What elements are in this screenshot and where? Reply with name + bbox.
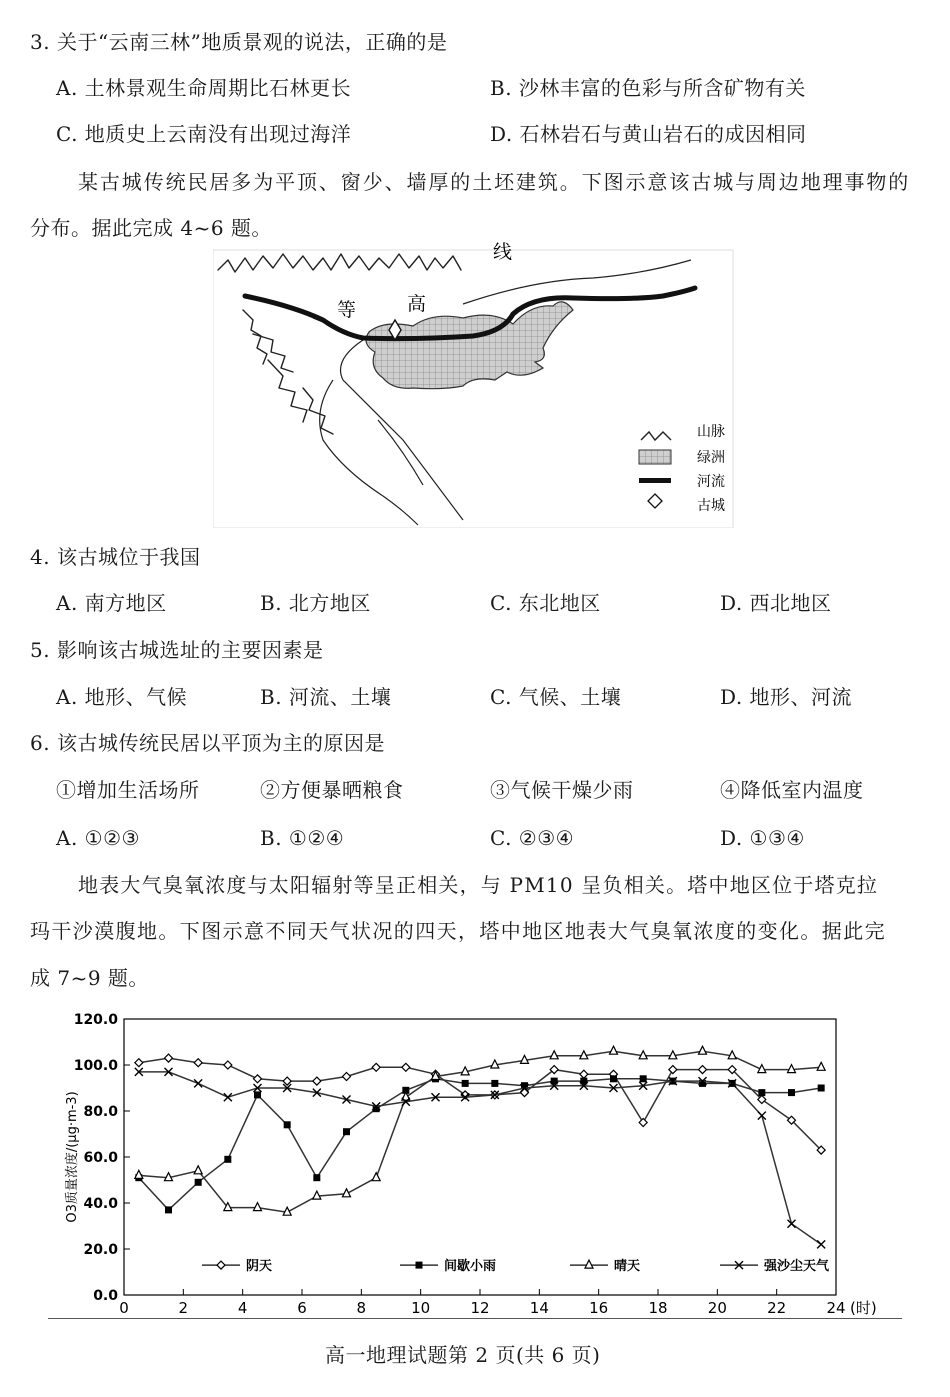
page-footer: 高一地理试题第 2 页(共 6 页) <box>325 1343 601 1367</box>
x-tick-label: 24 <box>826 1299 846 1317</box>
y-tick-label: 100.0 <box>73 1058 118 1074</box>
intro1-line1: 某古城传统民居多为平顶、窗少、墙厚的土坯建筑。下图示意该古城与周边地理事物的 <box>78 170 911 194</box>
x-tick-label: 12 <box>470 1299 490 1317</box>
legend-label: 强沙尘天气 <box>764 1259 830 1275</box>
q5-option-d: D. 地形、河流 <box>720 685 853 709</box>
data-point-diamond <box>580 1070 588 1078</box>
label-deng: 等 <box>337 299 357 321</box>
data-point-diamond <box>283 1077 291 1085</box>
q3-option-d: D. 石林岩石与黄山岩石的成因相同 <box>490 122 807 146</box>
y-tick-label: 0.0 <box>93 1288 118 1304</box>
data-point-triangle <box>817 1062 825 1070</box>
data-point-x <box>224 1093 232 1101</box>
series-line-4 <box>139 1072 821 1245</box>
data-point-square <box>640 1075 647 1082</box>
data-point-diamond <box>699 1066 707 1074</box>
y-tick-label: 80.0 <box>83 1104 118 1120</box>
q4-option-a: A. 南方地区 <box>56 591 167 615</box>
data-point-square <box>284 1121 291 1128</box>
x-tick-label: 18 <box>648 1299 668 1317</box>
data-point-triangle <box>194 1166 202 1174</box>
q3-stem: 3. 关于“云南三林”地质景观的说法，正确的是 <box>30 30 448 54</box>
y-tick-label: 120.0 <box>73 1012 118 1028</box>
label-gao: 高 <box>407 293 427 315</box>
map-frame <box>213 250 733 528</box>
q5-option-a: A. 地形、气候 <box>56 685 188 709</box>
legend-river: 河流 <box>697 474 725 490</box>
q4-option-b: B. 北方地区 <box>260 591 371 615</box>
q6-option-c: C. ②③④ <box>490 826 575 850</box>
q4-option-d: D. 西北地区 <box>720 591 832 615</box>
data-point-square <box>254 1091 261 1098</box>
data-point-square <box>758 1089 765 1096</box>
q6-item-3: ③气候干燥少雨 <box>490 778 634 802</box>
legend-label: 阴天 <box>246 1259 273 1275</box>
x-tick-label: 4 <box>237 1299 248 1317</box>
x-tick-label: 6 <box>297 1299 307 1317</box>
data-point-square <box>818 1085 825 1092</box>
legend-city: 古城 <box>697 498 725 514</box>
data-point-square <box>165 1206 172 1213</box>
data-point-square <box>195 1179 202 1186</box>
q3-option-a: A. 土林景观生命周期比石林更长 <box>56 76 352 100</box>
data-point-square <box>610 1075 617 1082</box>
oasis-legend-icon <box>639 450 671 464</box>
data-point-x <box>194 1079 202 1087</box>
data-point-diamond <box>669 1066 677 1074</box>
x-tick-label: 16 <box>589 1299 609 1317</box>
q4-option-c: C. 东北地区 <box>490 591 601 615</box>
data-point-triangle <box>788 1065 796 1073</box>
data-point-triangle <box>699 1046 707 1054</box>
data-point-square <box>788 1089 795 1096</box>
data-point-diamond <box>639 1119 647 1127</box>
intro2-line3: 成 7~9 题。 <box>30 966 149 990</box>
data-point-diamond <box>343 1073 351 1081</box>
oasis-map <box>213 240 741 528</box>
data-point-diamond <box>254 1075 262 1083</box>
river-legend-icon <box>639 478 671 483</box>
footer-rule <box>48 1318 902 1319</box>
y-tick-label: 40.0 <box>83 1196 118 1212</box>
x-tick-label: 10 <box>411 1299 431 1317</box>
x-tick-label: 20 <box>707 1299 727 1317</box>
q6-item-2: ②方便暴晒粮食 <box>260 778 404 802</box>
series-line-1 <box>139 1058 821 1150</box>
q3-option-b: B. 沙林丰富的色彩与所含矿物有关 <box>490 76 806 100</box>
x-tick-label: 22 <box>767 1299 787 1317</box>
q5-stem: 5. 影响该古城选址的主要因素是 <box>30 638 324 662</box>
data-point-triangle <box>550 1051 558 1059</box>
q5-option-c: C. 气候、土壤 <box>490 685 622 709</box>
data-point-diamond <box>313 1077 321 1085</box>
data-point-triangle <box>372 1173 380 1181</box>
legend-label: 晴天 <box>614 1259 641 1275</box>
q6-option-a: A. ①②③ <box>56 826 140 850</box>
data-point-diamond <box>135 1059 143 1067</box>
q3-option-c: C. 地质史上云南没有出现过海洋 <box>56 122 352 146</box>
data-point-square <box>343 1128 350 1135</box>
intro2-line2: 玛干沙漠腹地。下图示意不同天气状况的四天，塔中地区地表大气臭氧浓度的变化。据此完 <box>30 919 886 943</box>
q6-stem: 6. 该古城传统民居以平顶为主的原因是 <box>30 731 385 755</box>
data-point-triangle <box>254 1203 262 1211</box>
data-point-x <box>817 1240 825 1248</box>
series-line-2 <box>139 1079 821 1210</box>
legend-mountain: 山脉 <box>697 424 725 440</box>
q5-option-b: B. 河流、土壤 <box>260 685 392 709</box>
data-point-triangle <box>610 1046 618 1054</box>
y-tick-label: 20.0 <box>83 1242 118 1258</box>
data-point-diamond <box>402 1063 410 1071</box>
x-axis-label: (时) <box>850 1299 877 1317</box>
y-axis-label: O3质量浓度/(μg·m-3) <box>65 1091 80 1223</box>
data-point-square <box>416 1262 423 1269</box>
x-tick-label: 14 <box>529 1299 549 1317</box>
q6-item-4: ④降低室内温度 <box>720 778 864 802</box>
label-xian: 线 <box>493 241 513 263</box>
q4-stem: 4. 该古城位于我国 <box>30 545 201 569</box>
data-point-square <box>313 1174 320 1181</box>
x-tick-label: 8 <box>356 1299 367 1317</box>
data-point-diamond <box>217 1261 225 1269</box>
q6-option-d: D. ①③④ <box>720 826 805 850</box>
data-point-square <box>462 1080 469 1087</box>
legend-label: 间歇小雨 <box>444 1259 497 1275</box>
data-point-diamond <box>224 1061 232 1069</box>
data-point-diamond <box>372 1063 380 1071</box>
intro1-line2: 分布。据此完成 4~6 题。 <box>30 216 272 240</box>
data-point-diamond <box>165 1054 173 1062</box>
x-tick-label: 0 <box>119 1299 129 1317</box>
data-point-triangle <box>585 1260 593 1268</box>
intro2-line1: 地表大气臭氧浓度与太阳辐射等呈正相关，与 PM10 呈负相关。塔中地区位于塔克拉 <box>78 873 879 897</box>
data-point-triangle <box>313 1191 321 1199</box>
q6-option-b: B. ①②④ <box>260 826 345 850</box>
data-point-square <box>224 1156 231 1163</box>
data-point-diamond <box>194 1059 202 1067</box>
data-point-square <box>491 1080 498 1087</box>
x-tick-label: 2 <box>178 1299 189 1317</box>
q6-item-1: ①增加生活场所 <box>56 778 200 802</box>
y-tick-label: 60.0 <box>83 1150 118 1166</box>
ozone-chart <box>40 1005 910 1325</box>
legend-oasis: 绿洲 <box>697 450 725 466</box>
